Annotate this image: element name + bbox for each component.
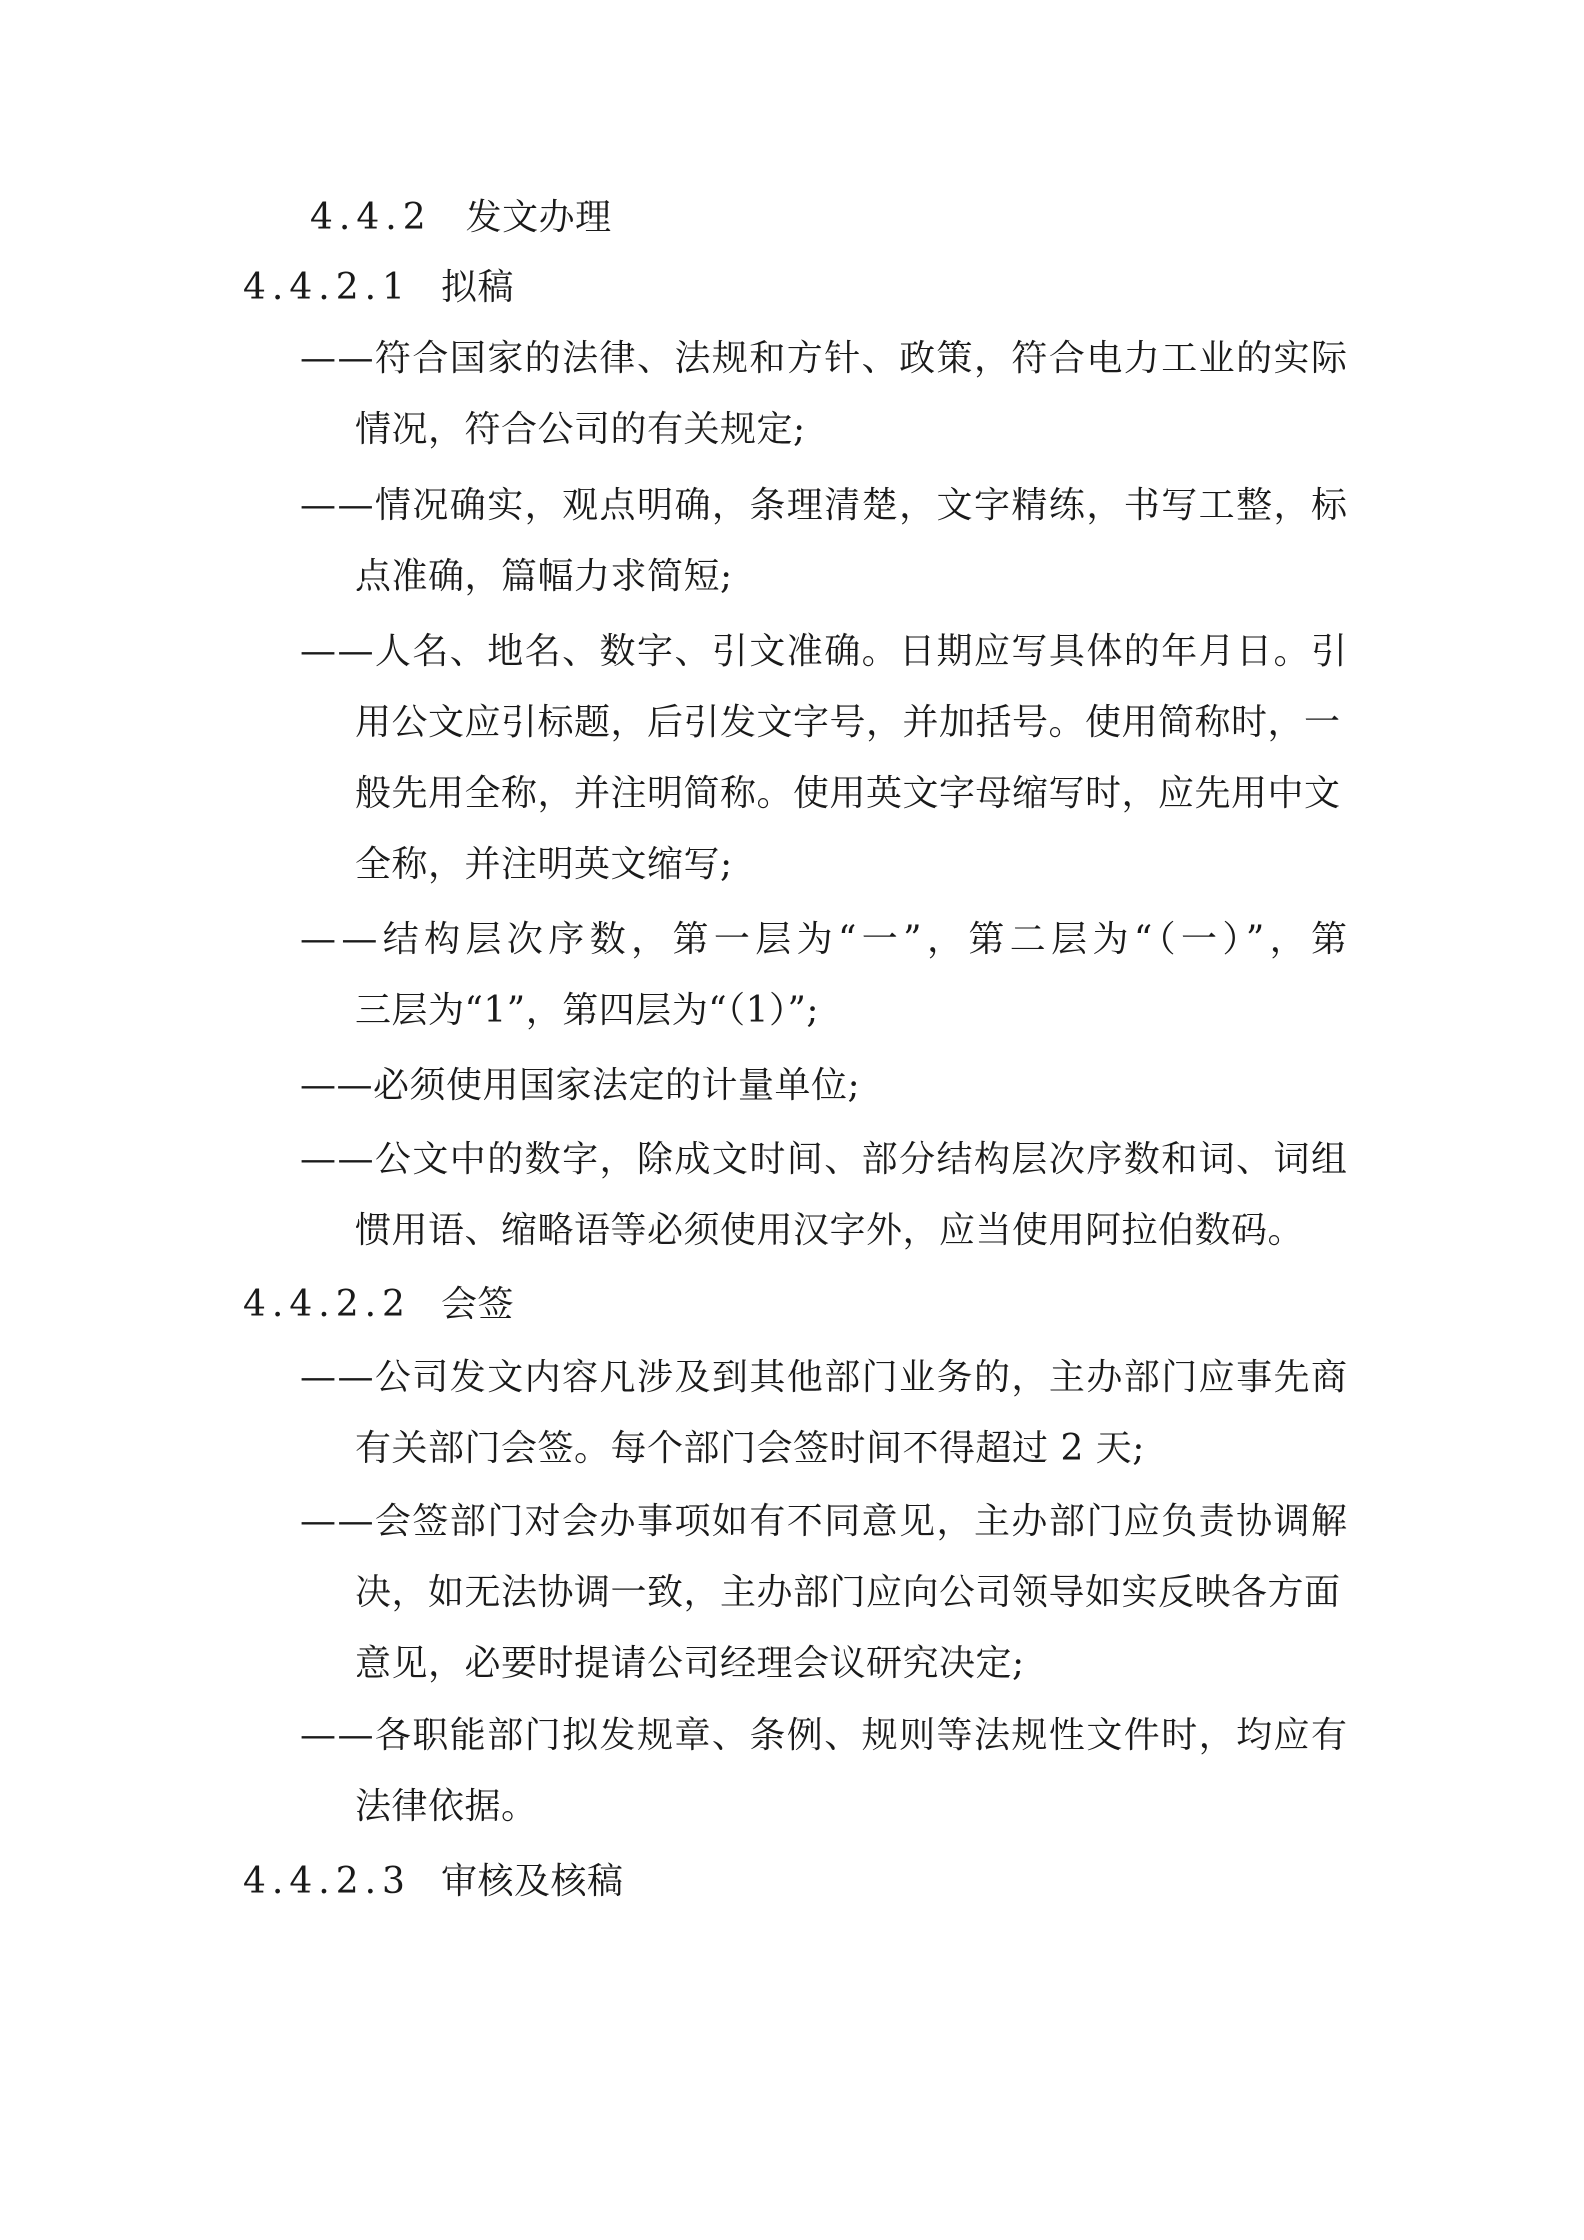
text-line: 意见，必要时提请公司经理会议研究决定; xyxy=(355,1643,1025,1684)
section-title: 审核及核稿 xyxy=(440,1861,624,1902)
text-line: 情况，符合公司的有关规定; xyxy=(355,409,806,450)
section-4-4-2-3 xyxy=(243,1860,623,1904)
paragraph-line xyxy=(355,843,733,887)
paragraph-line xyxy=(355,1571,1341,1615)
section-title: 会签 xyxy=(440,1284,514,1325)
paragraph-line xyxy=(300,918,1353,962)
text-line: 法律依据。 xyxy=(355,1786,538,1827)
text-line: ——人名、地名、数字、引文准确。日期应写具体的年月日。引 xyxy=(300,631,1349,672)
text-line: ——各职能部门拟发规章、条例、规则等法规性文件时，均应有 xyxy=(300,1715,1349,1756)
heading-title: 发文办理 xyxy=(465,197,612,238)
paragraph-line xyxy=(300,484,1347,528)
text-line: 般先用全称，并注明简称。使用英文字母缩写时，应先用中文 xyxy=(355,773,1341,814)
section-number: 4.4.2.1 xyxy=(243,267,411,308)
text-line: 有关部门会签。每个部门会签时间不得超过 2 天; xyxy=(355,1428,1145,1469)
paragraph-line xyxy=(300,1500,1347,1544)
paragraph-line xyxy=(300,630,1347,674)
heading-4-4-2 xyxy=(310,196,612,240)
paragraph-line xyxy=(355,1427,1145,1471)
paragraph-line xyxy=(355,1785,538,1829)
paragraph-line xyxy=(355,772,1341,816)
paragraph-line xyxy=(355,1642,1025,1686)
section-title: 拟稿 xyxy=(440,267,514,308)
paragraph-line xyxy=(355,408,806,452)
text-line: 三层为“1”，第四层为“（1）”; xyxy=(355,990,820,1031)
section-number: 4.4.2.2 xyxy=(243,1284,411,1325)
text-line: ——会签部门对会办事项如有不同意见，主办部门应负责协调解 xyxy=(300,1501,1349,1542)
paragraph-line xyxy=(355,555,733,599)
text-line: 决，如无法协调一致，主办部门应向公司领导如实反映各方面 xyxy=(355,1572,1341,1613)
paragraph-line xyxy=(300,1356,1347,1400)
paragraph-line xyxy=(355,701,1341,745)
section-4-4-2-1 xyxy=(243,266,514,310)
paragraph-line xyxy=(300,337,1347,381)
text-line: 惯用语、缩略语等必须使用汉字外，应当使用阿拉伯数码。 xyxy=(355,1210,1305,1251)
paragraph-line xyxy=(355,1209,1304,1253)
paragraph-line xyxy=(300,1714,1347,1758)
section-4-4-2-2 xyxy=(243,1283,514,1327)
text-line: 全称，并注明英文缩写; xyxy=(355,844,733,885)
text-line: 点准确，篇幅力求简短; xyxy=(355,556,733,597)
section-number: 4.4.2.3 xyxy=(243,1861,411,1902)
paragraph-line xyxy=(355,989,819,1033)
text-line: ——结构层次序数，第一层为“一”，第二层为“（一）”，第 xyxy=(300,919,1353,960)
text-line: 用公文应引标题，后引发文字号，并加括号。使用简称时，一 xyxy=(355,702,1341,743)
text-line: ——必须使用国家法定的计量单位; xyxy=(300,1065,861,1106)
text-line: ——情况确实，观点明确，条理清楚，文字精练，书写工整，标 xyxy=(300,485,1349,526)
paragraph-line xyxy=(300,1138,1347,1182)
paragraph-line xyxy=(300,1064,860,1108)
heading-number: 4.4.2 xyxy=(310,197,432,238)
text-line: ——公司发文内容凡涉及到其他部门业务的，主办部门应事先商 xyxy=(300,1357,1349,1398)
text-line: ——公文中的数字，除成文时间、部分结构层次序数和词、词组 xyxy=(300,1139,1349,1180)
text-line: ——符合国家的法律、法规和方针、政策，符合电力工业的实际 xyxy=(300,338,1349,379)
